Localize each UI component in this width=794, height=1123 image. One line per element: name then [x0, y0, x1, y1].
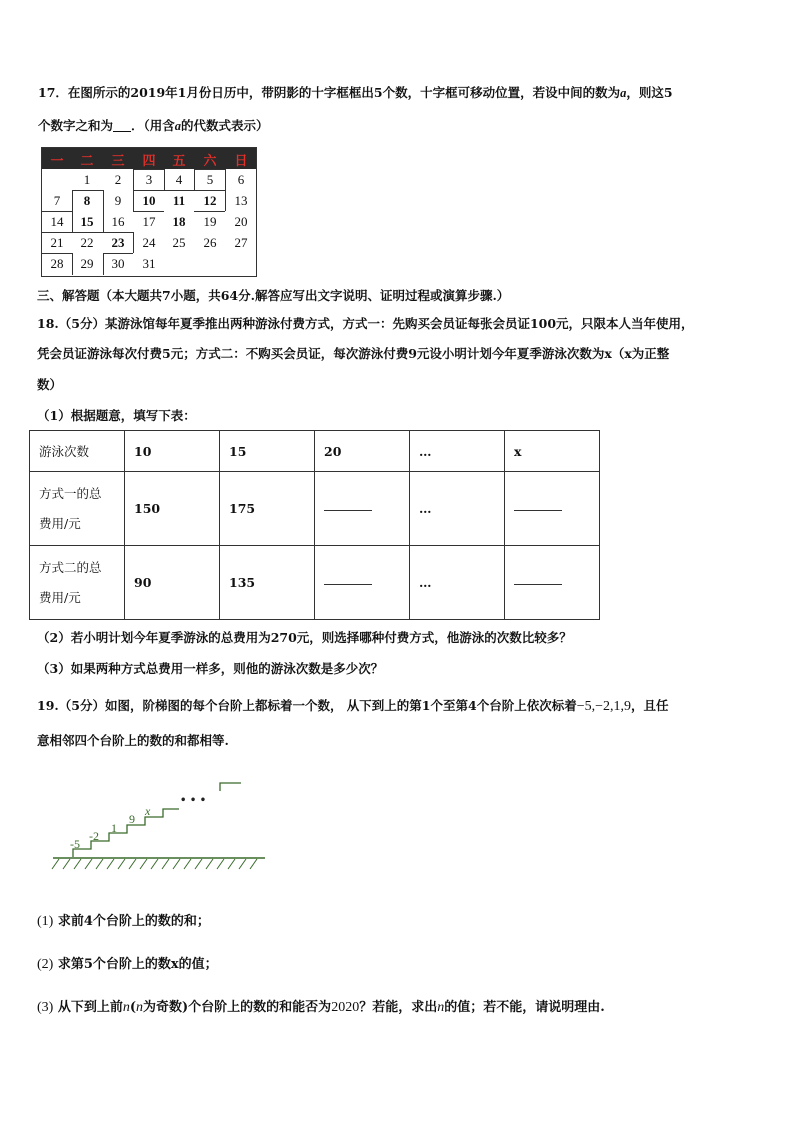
- table-cell-blank: [315, 546, 410, 620]
- table-header-cell: 10: [125, 431, 220, 472]
- table-header-cell: x: [505, 431, 600, 472]
- table-cell: 150: [125, 472, 220, 546]
- calendar-day: 12: [203, 193, 217, 208]
- table-header-cell: 15: [220, 431, 315, 472]
- table-cell-blank: [505, 546, 600, 620]
- cross-line: [194, 211, 225, 212]
- table-cell: 135: [220, 546, 315, 620]
- calendar-day: 23: [111, 235, 125, 250]
- step-label: -5: [70, 837, 80, 851]
- cross-line: [72, 211, 73, 232]
- table-row: [30, 472, 600, 546]
- cross-line: [133, 169, 134, 190]
- part2-text: 求第5个台阶上的数x的值；: [57, 957, 218, 972]
- answer-blank: [324, 583, 372, 585]
- hatch-mark: [184, 859, 191, 869]
- table-cell-blank: [315, 472, 410, 546]
- calendar-day: 8: [83, 193, 91, 208]
- cross-line: [103, 232, 133, 233]
- hatch-mark: [140, 859, 147, 869]
- cross-line: [72, 190, 103, 191]
- cross-line: [133, 190, 225, 191]
- calendar-day: 5: [206, 172, 214, 187]
- calendar-day: 27: [234, 235, 248, 250]
- calendar-day: 31: [142, 256, 156, 271]
- table-row: [30, 431, 600, 472]
- calendar-header: [42, 148, 256, 169]
- table-cell: …: [410, 546, 505, 620]
- calendar-day: [42, 169, 72, 190]
- q18-table: [29, 430, 600, 620]
- q19-line1: [37, 696, 669, 715]
- hatch-mark: [118, 859, 125, 869]
- table-cell-blank: [505, 472, 600, 546]
- weekday-wed: 三: [111, 154, 125, 169]
- hatch-mark: [63, 859, 70, 869]
- part3-number: (3): [37, 1000, 54, 1015]
- calendar-day: 16: [111, 214, 125, 229]
- var-n: n: [136, 1000, 144, 1015]
- hatch-mark: [162, 859, 169, 869]
- calendar: [41, 147, 257, 277]
- calendar-day: 11: [172, 193, 186, 208]
- calendar-day: 10: [142, 193, 156, 208]
- row1-label-b: 费用/元: [39, 515, 81, 531]
- var-n: n: [437, 1000, 445, 1015]
- part3-c: 为奇数)个台阶上的数的和能否为: [143, 1000, 332, 1015]
- part1-number: (1): [37, 914, 54, 929]
- ground-hatch: [52, 859, 257, 869]
- cross-line: [133, 211, 164, 212]
- calendar-day: 20: [234, 214, 248, 229]
- q17-text: 17．在图所示的2019年1月份日历中，带阴影的十字框框出5个数，十字框可移动位置，若设中间的数为: [38, 85, 621, 100]
- q19-part2: [37, 953, 218, 973]
- q17-line1: [38, 83, 673, 101]
- weekday-mon: 一: [50, 154, 64, 169]
- table-header-cell: 游泳次数: [30, 431, 125, 472]
- calendar-day: 25: [172, 235, 186, 250]
- section3-heading: [37, 286, 509, 304]
- calendar-day: [226, 253, 256, 274]
- calendar-day: 26: [203, 235, 217, 250]
- calendar-day: [195, 253, 225, 274]
- q19-part1: [37, 910, 210, 930]
- calendar-day: 29: [80, 256, 94, 271]
- step-label: 1: [111, 821, 117, 835]
- hatch-mark: [151, 859, 158, 869]
- row2-label-b: 费用/元: [39, 589, 81, 605]
- calendar-day: 19: [203, 214, 217, 229]
- value-2020: 2020: [331, 1000, 360, 1015]
- answer-blank: [324, 509, 372, 511]
- table-row-label: [30, 546, 125, 620]
- hatch-mark: [173, 859, 180, 869]
- step-label: -2: [89, 829, 99, 843]
- hatch-mark: [228, 859, 235, 869]
- calendar-day: 14: [50, 214, 64, 229]
- hatch-mark: [129, 859, 136, 869]
- staircase-steps: [73, 783, 241, 857]
- calendar-day: 24: [142, 235, 156, 250]
- hatch-mark: [85, 859, 92, 869]
- calendar-day: 22: [80, 235, 94, 250]
- q19-part3: [37, 996, 605, 1016]
- weekday-tue: 二: [80, 154, 94, 169]
- weekday-sun: 日: [234, 154, 248, 169]
- hatch-mark: [206, 859, 213, 869]
- calendar-day: 1: [83, 172, 91, 187]
- weekday-sat: 六: [203, 154, 217, 169]
- hatch-mark: [74, 859, 81, 869]
- q17-line2-c: 的代数式表示）: [181, 118, 269, 133]
- answer-blank: [514, 583, 562, 585]
- q17-var-a: a: [620, 86, 627, 100]
- var-n: n: [122, 1000, 130, 1015]
- calendar-day: 3: [145, 172, 153, 187]
- part3-e: 的值；若不能，请说明理由.: [444, 1000, 605, 1015]
- q19-line1-a: 19.（5分）如图，阶梯图的每个台阶上都标着一个数， 从下到上的第1个至第4个台阶上依次标着: [37, 698, 577, 713]
- calendar-day: 30: [111, 256, 125, 271]
- cross-line: [225, 169, 226, 190]
- step-labels: [70, 804, 151, 851]
- row1-label-a: 方式一的总: [39, 485, 102, 501]
- hatch-mark: [96, 859, 103, 869]
- part3-a: 从下到上前: [57, 1000, 123, 1015]
- answer-blank: [514, 509, 562, 511]
- q19-step-values: −5,−2,1,9: [576, 699, 631, 714]
- table-cell: 175: [220, 472, 315, 546]
- cross-line: [72, 253, 73, 275]
- calendar-day: 13: [234, 193, 248, 208]
- cross-line: [103, 211, 104, 232]
- cross-line: [133, 169, 164, 170]
- part3-b: (: [129, 1000, 137, 1015]
- q18-line2: 凭会员证游泳每次付费5元；方式二：不购买会员证，每次游泳付费9元设小明计划今年夏季游泳次数为x（x为正整: [37, 346, 670, 361]
- cross-line: [72, 190, 73, 211]
- ellipsis-dots: • • •: [180, 795, 207, 806]
- hatch-mark: [239, 859, 246, 869]
- q17-line2-var: a: [174, 119, 182, 133]
- q17-answer-blank: [113, 119, 131, 132]
- step-label: x: [145, 804, 151, 818]
- table-row: [30, 546, 600, 620]
- table-cell: …: [410, 472, 505, 546]
- cross-line: [225, 190, 226, 211]
- section3-text: 三、解答题（本大题共7小题，共64分.解答应写出文字说明、证明过程或演算步骤.）: [37, 288, 510, 303]
- cross-line: [133, 190, 134, 211]
- calendar-day: 21: [50, 235, 64, 250]
- table-header-cell: …: [410, 431, 505, 472]
- table-cell: 90: [125, 546, 220, 620]
- weekday-fri: 五: [172, 154, 186, 169]
- cross-line: [164, 169, 165, 190]
- q17-line2-a: 个数字之和为: [38, 118, 114, 133]
- cross-line: [194, 169, 225, 170]
- calendar-day: 4: [175, 172, 183, 187]
- calendar-day: 7: [53, 193, 61, 208]
- cross-line: [103, 253, 104, 275]
- row2-label-a: 方式二的总: [39, 559, 102, 575]
- calendar-day: 6: [237, 172, 245, 187]
- q18-sub3: （3）如果两种方式总费用一样多，则他的游泳次数是多少次？: [37, 661, 384, 676]
- part1-text: 求前4个台阶上的数的和；: [57, 914, 210, 929]
- cross-line: [42, 253, 72, 254]
- hatch-mark: [52, 859, 59, 869]
- q18-sub1: （1）根据题意，填写下表：: [37, 408, 196, 423]
- cross-line: [103, 253, 133, 254]
- calendar-day: 18: [172, 214, 186, 229]
- step-label: 9: [129, 812, 135, 826]
- cross-line: [194, 169, 195, 190]
- weekday-thu: 四: [142, 154, 156, 169]
- calendar-day: 15: [80, 214, 94, 229]
- staircase-figure: [45, 772, 275, 872]
- part2-number: (2): [37, 957, 54, 972]
- cross-line: [42, 211, 72, 212]
- table-header-cell: 20: [315, 431, 410, 472]
- q18-line1: 18.（5分）某游泳馆每年夏季推出两种游泳付费方式，方式一：先购买会员证每张会员证100元，只限本人当年使用，: [37, 316, 694, 331]
- hatch-mark: [107, 859, 114, 869]
- table-row-label: [30, 472, 125, 546]
- q18-line3: 数）: [37, 377, 63, 392]
- hatch-mark: [250, 859, 257, 869]
- calendar-day: 17: [142, 214, 156, 229]
- q18-sub2: （2）若小明计划今年夏季游泳的总费用为270元，则选择哪种付费方式，他游泳的次数比较多？: [37, 630, 572, 645]
- cross-line: [133, 232, 134, 253]
- q19-line1-b: ，且任: [631, 698, 669, 713]
- hatch-mark: [217, 859, 224, 869]
- part3-d: ？若能，求出: [359, 1000, 438, 1015]
- calendar-day: 2: [114, 172, 122, 187]
- calendar-day: 9: [114, 193, 122, 208]
- q17-line2: [38, 116, 269, 134]
- calendar-day: 28: [50, 256, 64, 271]
- cross-line: [103, 190, 104, 211]
- calendar-day: [164, 253, 194, 274]
- hatch-mark: [195, 859, 202, 869]
- q17-line2-b: ．（用含: [131, 118, 175, 133]
- q19-line2: 意相邻四个台阶上的数的和都相等.: [37, 733, 229, 748]
- q17-text-end: ，则这5: [626, 85, 673, 100]
